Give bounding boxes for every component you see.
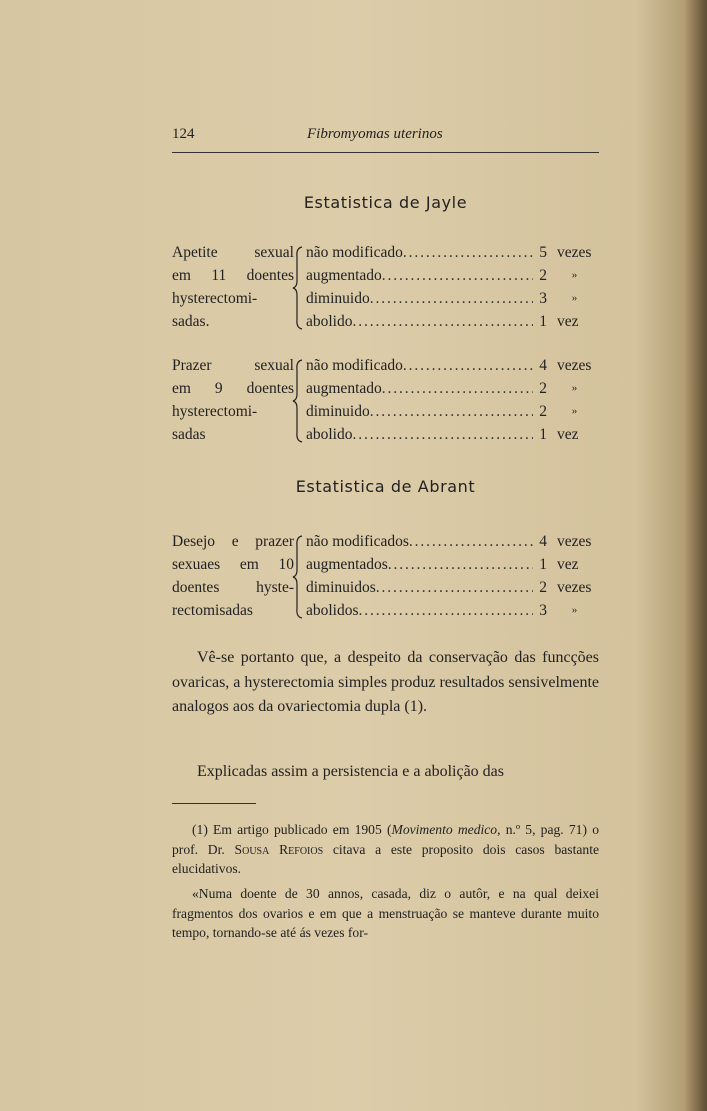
description-line: em 9 doentes bbox=[172, 380, 294, 397]
stat-label: abolido bbox=[306, 426, 353, 443]
dot-leader bbox=[382, 377, 533, 400]
stat-unit: » bbox=[571, 292, 578, 304]
stat-row bbox=[306, 264, 602, 287]
stat-row bbox=[306, 354, 602, 377]
stat-count: 2 bbox=[539, 267, 547, 284]
stat-row bbox=[306, 423, 602, 446]
description-line: doentes hyste- bbox=[172, 579, 294, 596]
footnote bbox=[172, 820, 599, 879]
stat-row bbox=[306, 553, 602, 576]
stat-block-description bbox=[172, 241, 294, 333]
dot-leader bbox=[370, 287, 533, 310]
stat-count: 4 bbox=[539, 357, 547, 374]
stat-label: diminuido bbox=[306, 403, 370, 420]
stat-unit: vezes bbox=[557, 533, 592, 550]
stat-unit: vez bbox=[557, 426, 579, 443]
stat-row bbox=[306, 241, 602, 264]
description-line: Prazer sexual bbox=[172, 357, 294, 374]
stat-block-prazer bbox=[172, 354, 602, 446]
stat-row bbox=[306, 400, 602, 423]
description-line: rectomisadas bbox=[172, 602, 253, 619]
brace-icon bbox=[291, 358, 305, 444]
stat-label: não modificados bbox=[306, 533, 409, 550]
stat-count: 3 bbox=[539, 602, 547, 619]
footnote-journal: Movimento medico bbox=[391, 822, 498, 837]
dot-leader bbox=[370, 400, 533, 423]
stat-rows bbox=[306, 530, 602, 622]
stat-block-desejo bbox=[172, 530, 602, 622]
stat-label: augmentado bbox=[306, 267, 382, 284]
body-paragraph: Explicadas assim a persistencia e a abolição das bbox=[197, 763, 504, 780]
description-line: em 11 doentes bbox=[172, 267, 294, 284]
stat-unit: vez bbox=[557, 313, 579, 330]
stat-unit: » bbox=[571, 405, 578, 417]
section-title-abrant: Estatistica de Abrant bbox=[295, 477, 476, 496]
dot-leader bbox=[353, 310, 534, 333]
footnote-author: Sousa Refoios bbox=[234, 841, 324, 857]
body-paragraph: Vê-se portanto que, a despeito da conservação das funcções ovaricas, a hysterectomia simples produz resultados sensivelmente analogos aos da ovariectomia dupla (1). bbox=[172, 649, 599, 715]
footnote-rule bbox=[172, 803, 256, 804]
stat-label: não modificado bbox=[306, 244, 403, 261]
dot-leader bbox=[376, 576, 533, 599]
footnote-quote: «Numa doente de 30 annos, casada, diz o autôr, e na qual deixei fragmentos dos ovarios e em que a menstruação se manteve durante muito tempo, tornando-se até ás vezes for- bbox=[172, 886, 599, 940]
stat-row bbox=[306, 599, 602, 622]
description-line: sadas. bbox=[172, 313, 210, 330]
section-title-jayle: Estatistica de Jayle bbox=[303, 193, 468, 212]
footnote-text: , n.º 5, pag. 71) o prof. Dr. bbox=[172, 822, 599, 857]
stat-count: 4 bbox=[539, 533, 547, 550]
dot-leader bbox=[403, 354, 533, 377]
description-line: hysterectomi- bbox=[172, 290, 258, 307]
stat-count: 3 bbox=[539, 290, 547, 307]
stat-count: 1 bbox=[539, 313, 547, 330]
dot-leader bbox=[359, 599, 533, 622]
dot-leader bbox=[388, 553, 533, 576]
brace-icon bbox=[291, 534, 305, 620]
stat-count: 2 bbox=[539, 380, 547, 397]
page-number: 124 bbox=[172, 126, 195, 142]
dot-leader bbox=[382, 264, 533, 287]
stat-row bbox=[306, 576, 602, 599]
stat-block-description bbox=[172, 354, 294, 446]
description-line: sexuaes em 10 bbox=[172, 556, 294, 573]
stat-unit: vez bbox=[557, 556, 579, 573]
stat-unit: vezes bbox=[557, 357, 592, 374]
stat-row bbox=[306, 377, 602, 400]
description-line: sadas bbox=[172, 426, 206, 443]
stat-label: augmentado bbox=[306, 380, 382, 397]
page-header bbox=[172, 124, 599, 153]
stat-count: 1 bbox=[539, 426, 547, 443]
description-line: Desejo e prazer bbox=[172, 533, 294, 550]
description-line: hysterectomi- bbox=[172, 403, 258, 420]
stat-block-description bbox=[172, 530, 294, 622]
stat-count: 2 bbox=[539, 579, 547, 596]
dot-leader bbox=[409, 530, 533, 553]
stat-unit: vezes bbox=[557, 244, 592, 261]
stat-label: abolidos bbox=[306, 602, 359, 619]
stat-label: abolido bbox=[306, 313, 353, 330]
running-head: Fibromyomas uterinos bbox=[307, 126, 443, 142]
stat-count: 2 bbox=[539, 403, 547, 420]
description-line: Apetite sexual bbox=[172, 244, 294, 261]
stat-row bbox=[306, 530, 602, 553]
stat-block-apetite bbox=[172, 241, 602, 333]
dot-leader bbox=[403, 241, 533, 264]
footnote-text: (1) Em artigo publicado em 1905 ( bbox=[192, 822, 392, 837]
stat-label: augmentados bbox=[306, 556, 388, 573]
page-edge-shadow bbox=[685, 0, 707, 1111]
stat-count: 1 bbox=[539, 556, 547, 573]
stat-label: diminuido bbox=[306, 290, 370, 307]
brace-icon bbox=[291, 245, 305, 331]
stat-unit: » bbox=[571, 604, 578, 616]
stat-rows bbox=[306, 241, 602, 333]
stat-row bbox=[306, 310, 602, 333]
dot-leader bbox=[353, 423, 534, 446]
stat-label: diminuidos bbox=[306, 579, 376, 596]
footnote-text: citava a este proposito dois casos bastante elucidativos. bbox=[172, 841, 600, 876]
stat-unit: vezes bbox=[557, 579, 592, 596]
stat-count: 5 bbox=[539, 244, 547, 261]
stat-unit: » bbox=[571, 382, 578, 394]
stat-rows bbox=[306, 354, 602, 446]
stat-unit: » bbox=[571, 269, 578, 281]
stat-row bbox=[306, 287, 602, 310]
stat-label: não modificado bbox=[306, 357, 403, 374]
